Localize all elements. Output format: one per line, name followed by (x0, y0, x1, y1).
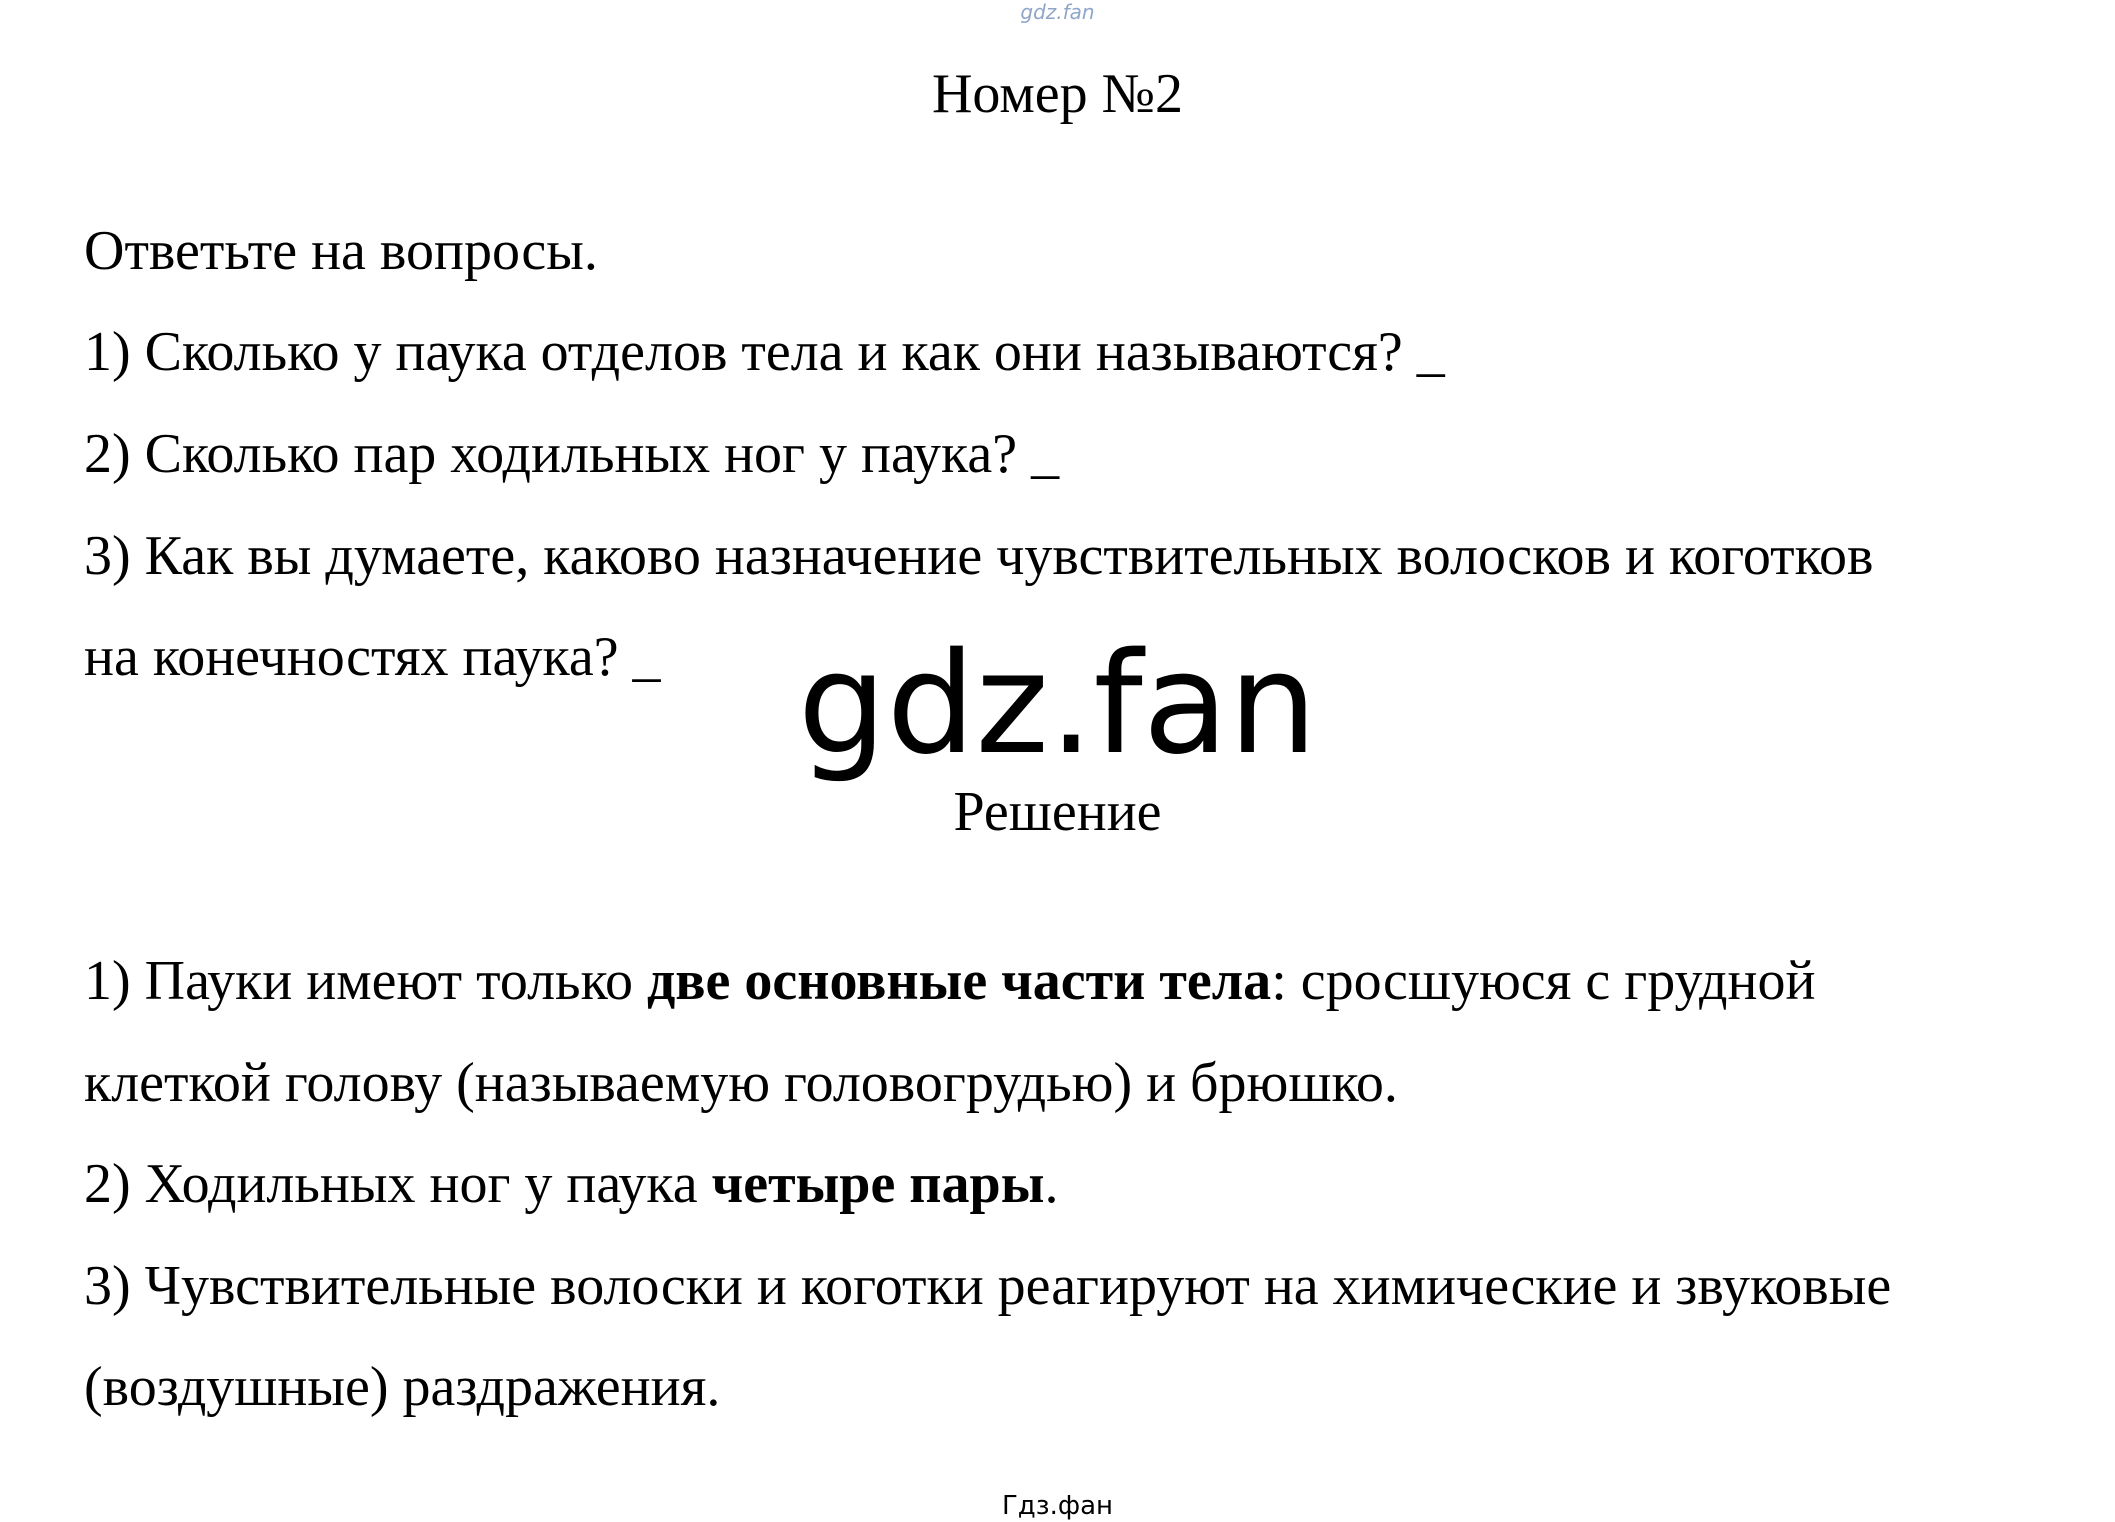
answer-1-suffix: : сросшуюся с грудной (1271, 950, 1816, 1012)
answer-1-bold: две основные части тела (646, 950, 1272, 1012)
question-3-line-2: на конечностях паука? _ (84, 626, 661, 688)
page-title: Номер №2 (931, 63, 1184, 125)
task-intro: Ответьте на вопросы. (84, 220, 598, 282)
answer-2-prefix: 2) Ходильных ног у паука (84, 1153, 712, 1215)
answer-1-line-2: клеткой голову (называемую головогрудью) и брюшко. (84, 1052, 1398, 1114)
question-2: 2) Сколько пар ходильных ног у паука? _ (84, 423, 1060, 485)
answer-1-prefix: 1) Пауки имеют только (84, 950, 647, 1012)
answer-2 (84, 1148, 1058, 1220)
solution-heading: Решение (953, 781, 1162, 843)
answer-2-bold: четыре пары (711, 1153, 1045, 1215)
top-watermark: gdz.fan (1020, 0, 1095, 24)
answer-2-suffix: . (1044, 1153, 1059, 1215)
footer-watermark: Гдз.фан (1001, 1491, 1114, 1521)
question-3-line-1: 3) Как вы думаете, каково назначение чувствительных волосков и коготков (84, 525, 1874, 587)
answer-3-line-1: 3) Чувствительные волоски и коготки реагируют на химические и звуковые (84, 1255, 1892, 1317)
answer-3-line-2: (воздушные) раздражения. (84, 1356, 721, 1418)
question-1: 1) Сколько у паука отделов тела и как они называются? _ (84, 321, 1445, 383)
center-watermark: gdz.fan (797, 623, 1318, 786)
answer-1-line-1 (84, 945, 1815, 1017)
